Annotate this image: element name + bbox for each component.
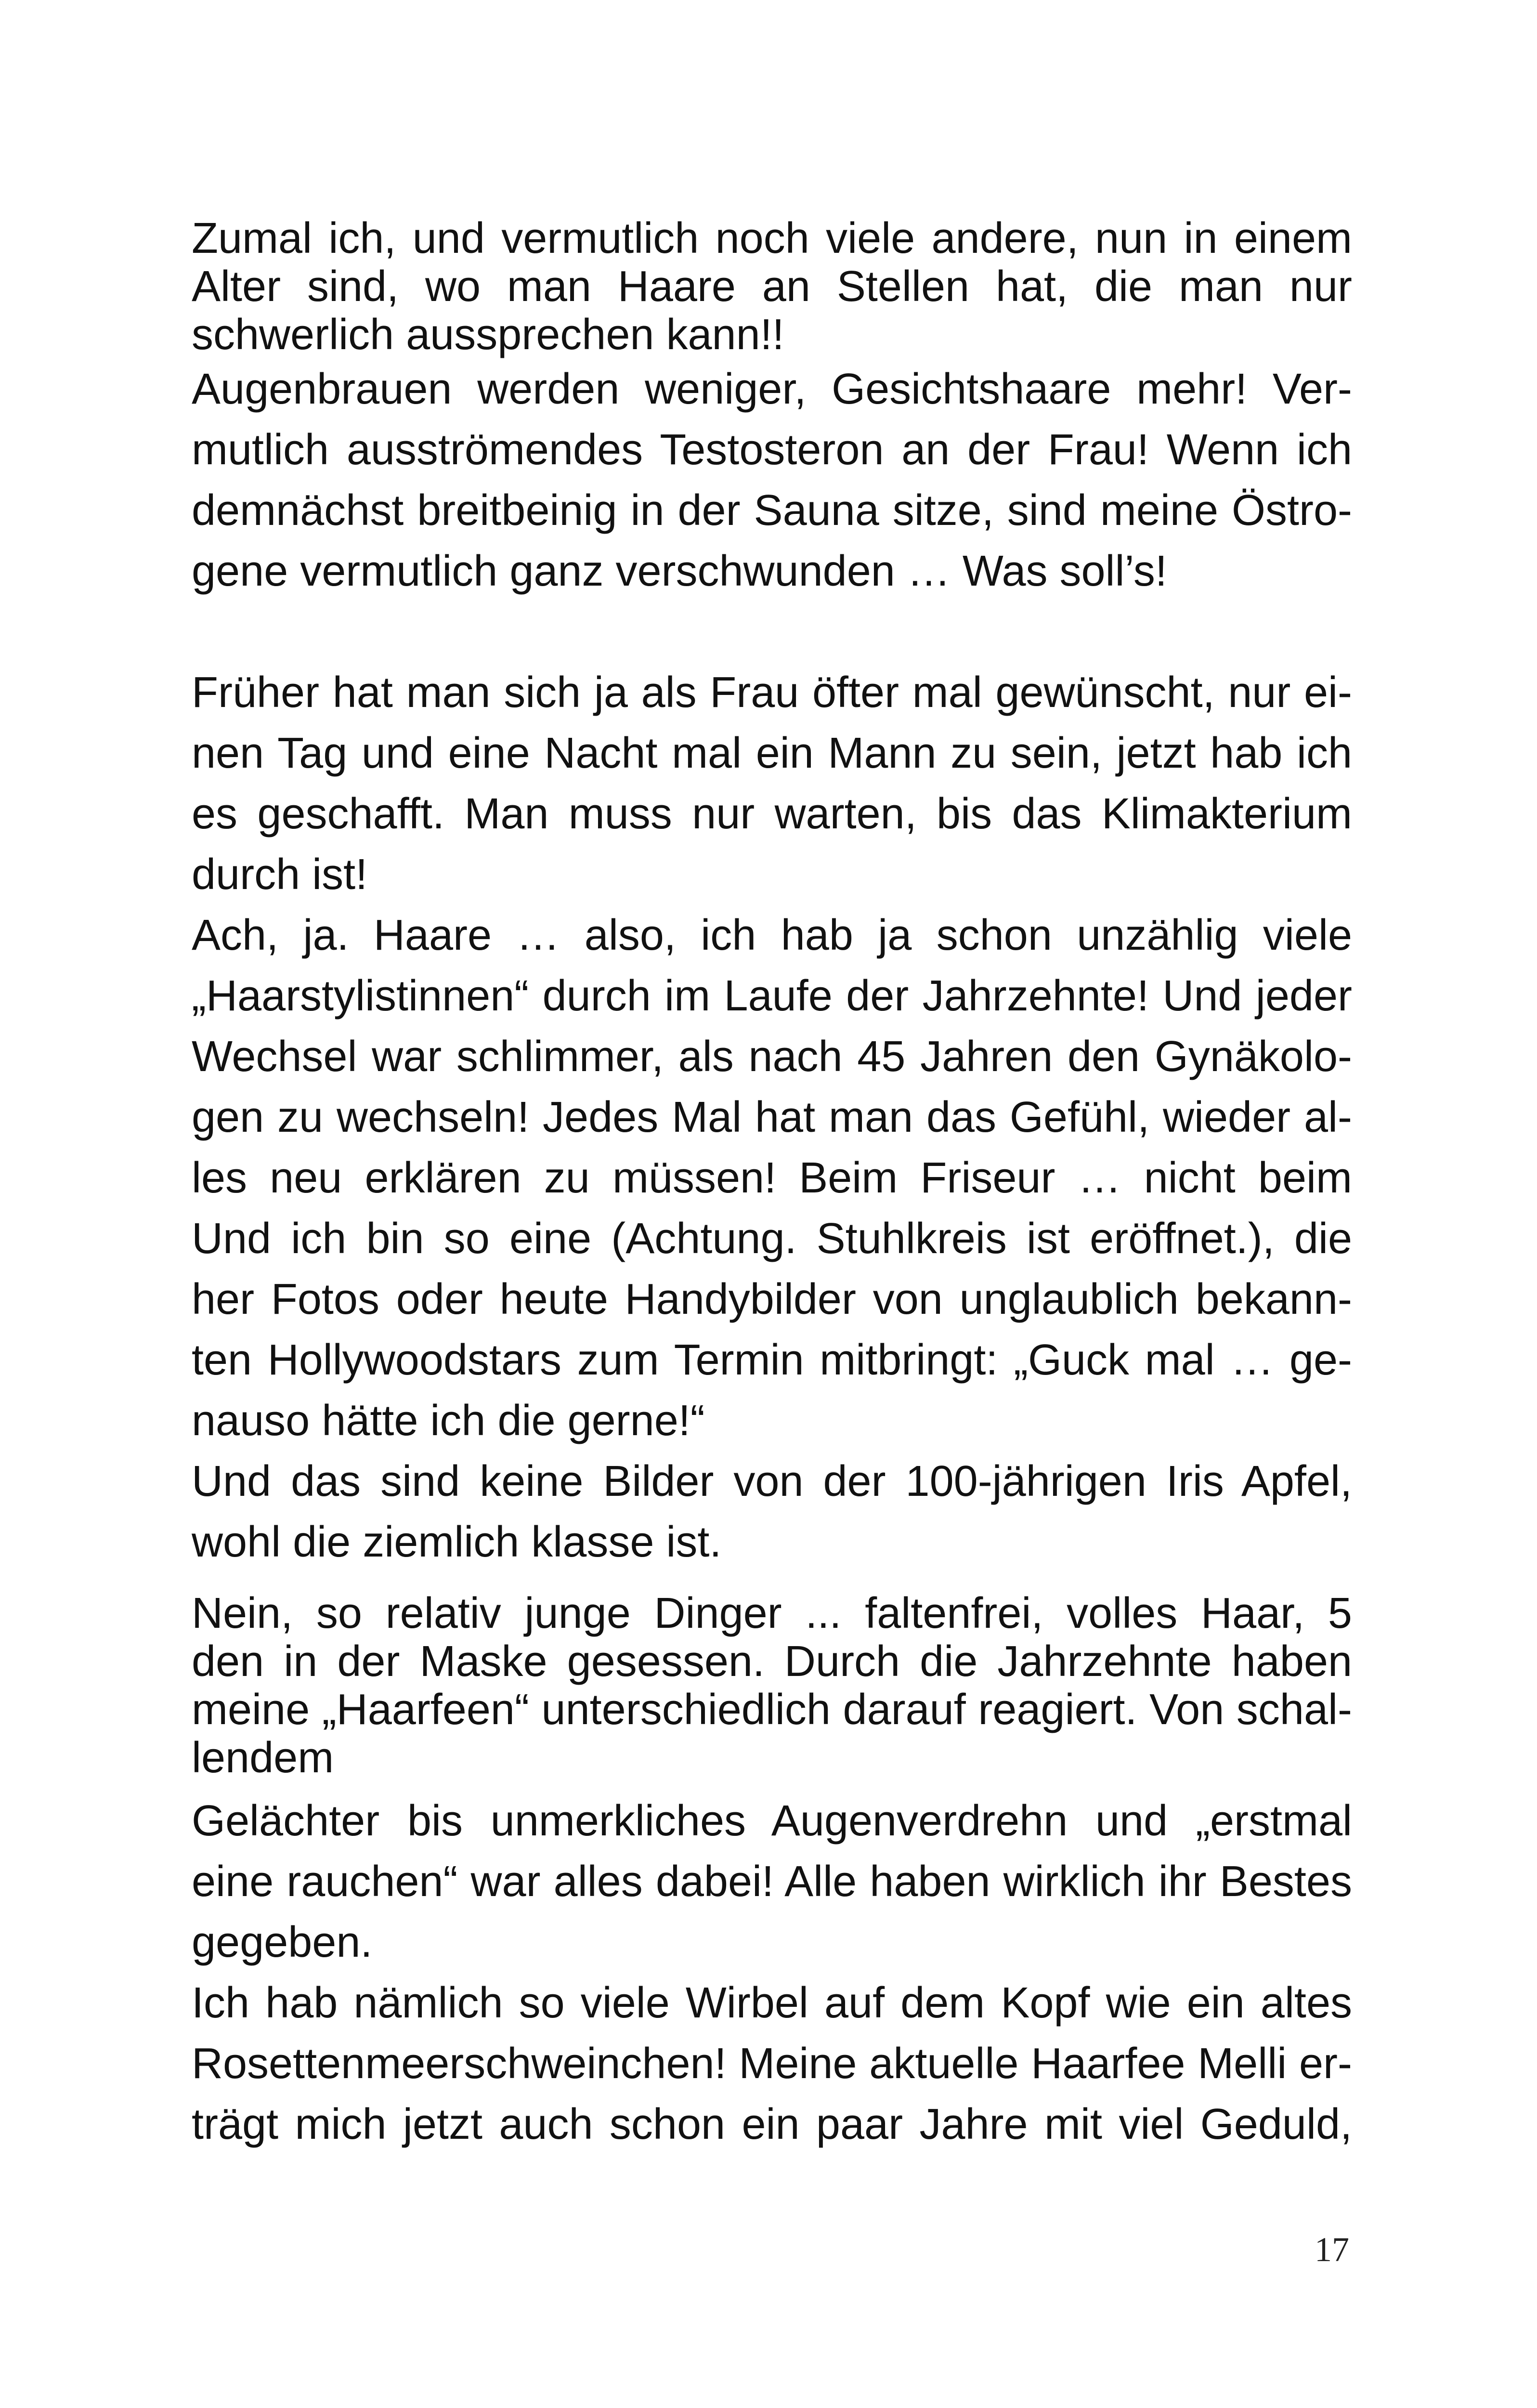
text-line: Zumal ich, und vermutlich noch viele andere, nun in einem [192, 214, 1352, 262]
text-line: mutlich ausströmendes Testosteron an der Frau! Wenn ich [192, 426, 1352, 474]
text-line: Gelächter bis unmerkliches Augenverdrehn und „erstmal [192, 1797, 1352, 1845]
text-line: gene vermutlich ganz verschwunden … Was soll’s! [192, 547, 1167, 595]
text-line: Rosettenmeerschweinchen! Meine aktuelle Haarfee Melli er- [192, 2040, 1352, 2088]
text-line: durch ist! [192, 851, 368, 899]
paragraph-2 [192, 359, 1352, 602]
text-line: Früher hat man sich ja als Frau öfter mal gewünscht, nur ei- [192, 668, 1352, 717]
text-line: Und ich bin so eine (Achtung. Stuhlkreis ist eröffnet.), die [192, 1215, 1352, 1263]
text-line: meine „Haarfeen“ unterschiedlich darauf reagiert. Von schal- [192, 1686, 1352, 1734]
text-line: den in der Maske gesessen. Durch die Jahrzehnte haben [192, 1637, 1352, 1686]
paragraph-3 [192, 662, 1352, 1572]
text-line: trägt mich jetzt auch schon ein paar Jahre mit viel Geduld, [192, 2100, 1352, 2148]
text-line: gegeben. [192, 1918, 373, 1966]
text-line: wohl die ziemlich klasse ist. [192, 1518, 722, 1566]
paragraph-4 [192, 1589, 1352, 1782]
text-line: nauso hätte ich die gerne!“ [192, 1397, 705, 1445]
text-line: gen zu wechseln! Jedes Mal hat man das Gefühl, wieder al- [192, 1093, 1352, 1141]
text-line: Wechsel war schlimmer, als nach 45 Jahren den Gynäkolo- [192, 1033, 1352, 1081]
text-line: Alter sind, wo man Haare an Stellen hat, die man nur [192, 262, 1352, 311]
text-line: nen Tag und eine Nacht mal ein Mann zu sein, jetzt hab ich [192, 729, 1352, 777]
text-line: „Haarstylistinnen“ durch im Laufe der Jahrzehnte! Und jeder [192, 972, 1352, 1020]
text-line: her Fotos oder heute Handybilder von unglaublich bekann- [192, 1275, 1352, 1323]
text-line: schwerlich aussprechen kann!! [192, 311, 784, 359]
text-line: eine rauchen“ war alles dabei! Alle haben wirklich ihr Bestes [192, 1858, 1352, 1906]
text-line: Augenbrauen werden weniger, Gesichtshaare mehr! Ver- [192, 365, 1352, 413]
text-line: Ach, ja. Haare … also, ich hab ja schon unzählig viele [192, 911, 1352, 959]
text-line: Und das sind keine Bilder von der 100-jährigen Iris Apfel, [192, 1457, 1352, 1505]
text-line: lendem [192, 1734, 334, 1782]
text-line: demnächst breitbeinig in der Sauna sitze, sind meine Östro- [192, 486, 1352, 535]
paragraph-5 [192, 1791, 1352, 2155]
text-line: les neu erklären zu müssen! Beim Friseur … nicht beim [192, 1154, 1352, 1202]
page-number: 17 [1315, 2230, 1349, 2269]
text-line: Ich hab nämlich so viele Wirbel auf dem Kopf wie ein altes [192, 1979, 1352, 2027]
text-line: Nein, so relativ junge Dinger ... faltenfrei, volles Haar, 5 [192, 1589, 1352, 1637]
text-line: es geschafft. Man muss nur warten, bis das Klimakterium [192, 790, 1352, 838]
paragraph-1 [192, 214, 1352, 359]
text-line: ten Hollywoodstars zum Termin mitbringt: „Guck mal … ge- [192, 1336, 1352, 1384]
